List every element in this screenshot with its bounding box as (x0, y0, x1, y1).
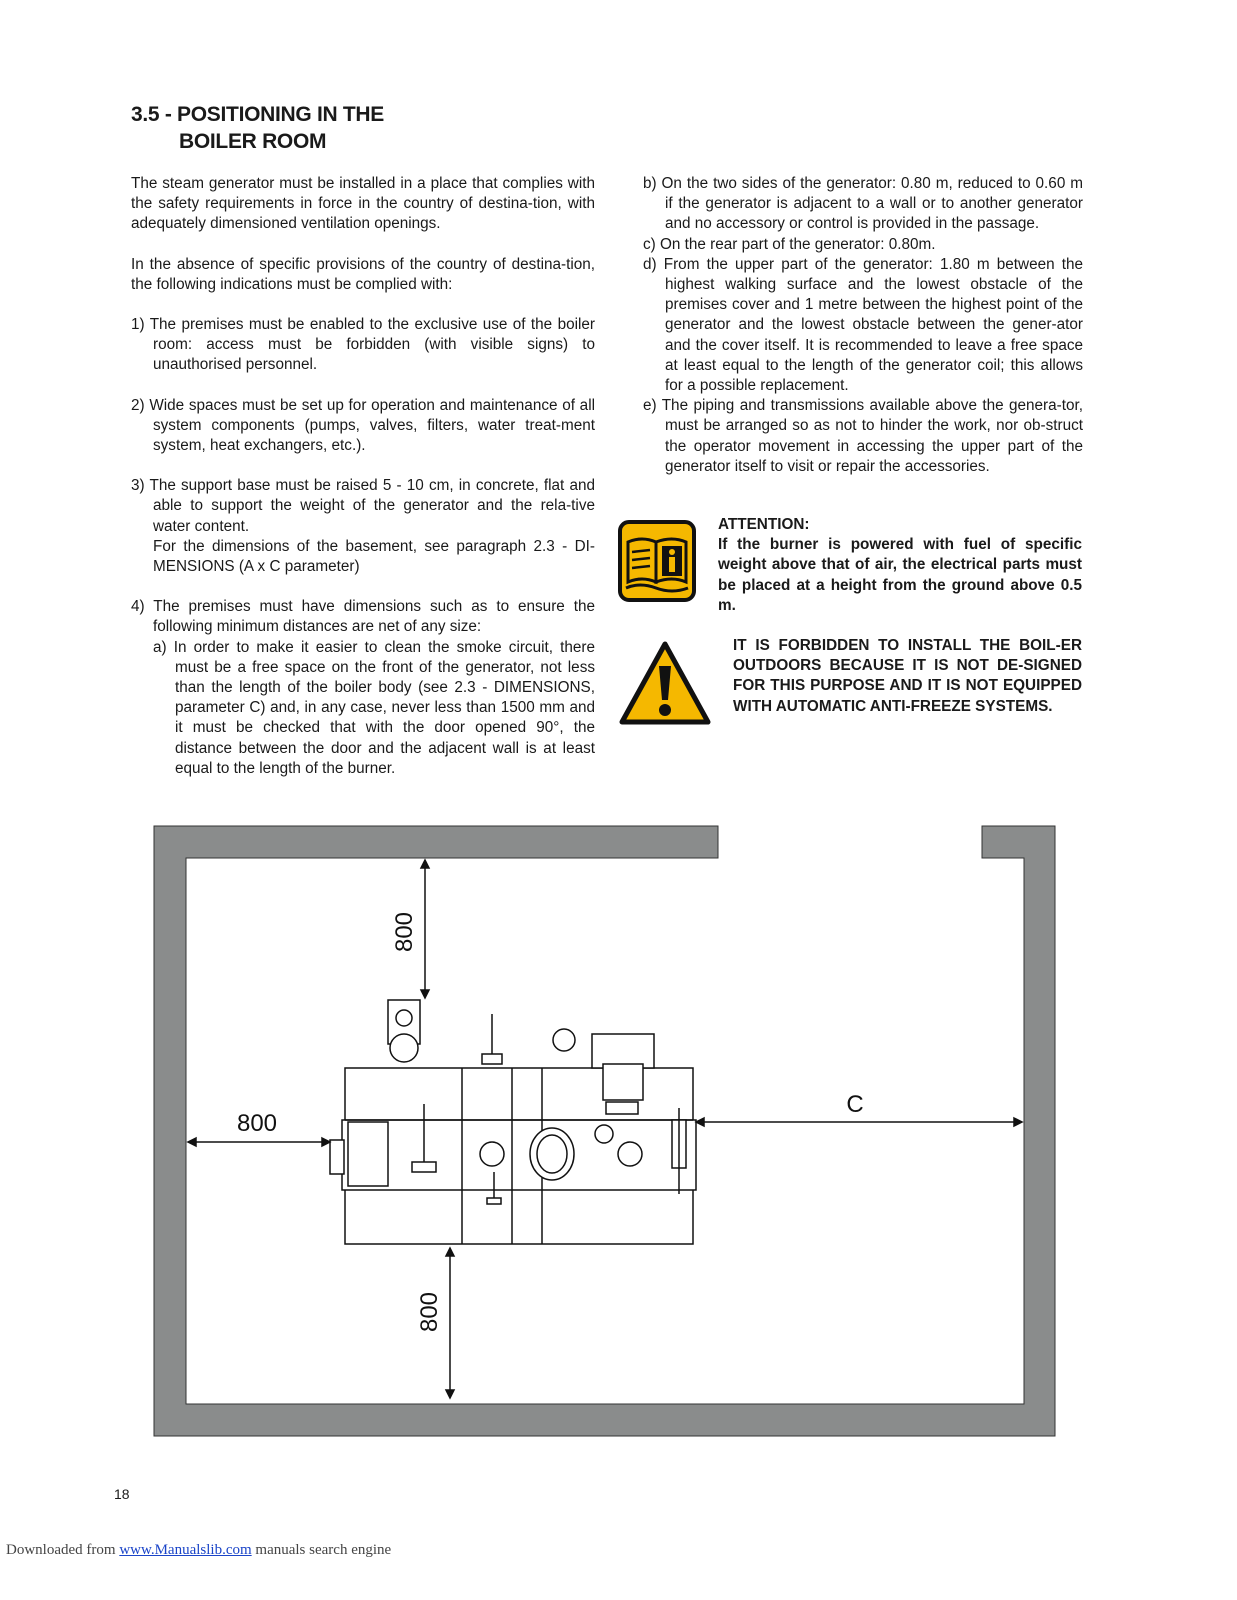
dimension-top-label: 800 (391, 911, 418, 953)
list-item-4e: e) The piping and transmissions available above the genera-tor, must be arranged so as not to hinder the work, nor ob-struct the operator movement in accessing the upper part of the generator itself to visit or repair the accessories. (643, 397, 1083, 475)
footer-suffix: manuals search engine (255, 1542, 392, 1558)
dimension-bottom-label: 800 (416, 1291, 443, 1333)
warning-triangle-icon (618, 640, 712, 726)
list-item-3-note: For the dimensions of the basement, see paragraph 2.3 - DI-MENSIONS (A x C parameter) (153, 537, 595, 576)
attention-text: If the burner is powered with fuel of specific weight above that of air, the electrical parts must be placed at a height from the ground above 0.5 m. (718, 536, 1082, 614)
dimension-front-label: C (846, 1091, 864, 1118)
list-item-4d: d) From the upper part of the generator: 1.80 m between the highest walking surface and the lowest obstacle of the premises cover and 1 metre between the highest point of the generator and the lowest obstacle between the gener-ator and the cover itself. It is recommended to leave a free space at least equal to the length of the generator coil; this allows for a possible replacement. (643, 255, 1083, 395)
intro-paragraph: The steam generator must be installed in a place that complies with the safety requirements in force in the country of destina-tion, with adequately dimensioned ventilation openings. (131, 175, 595, 233)
download-footer (6, 1542, 391, 1559)
page-number: 18 (114, 1486, 130, 1502)
attention-title: ATTENTION: (718, 516, 810, 533)
attention-notice (718, 515, 1082, 616)
forbidden-notice: IT IS FORBIDDEN TO INSTALL THE BOIL-ER OUTDOORS BECAUSE IT IS NOT DE-SIGNED FOR THIS PURPOSE AND IT IS NOT EQUIPPED WITH AUTOMATIC ANTI-FREEZE SYSTEMS. (733, 637, 1082, 715)
dimension-left-label: 800 (236, 1110, 278, 1137)
steam-generator (330, 1000, 696, 1244)
read-manual-icon (618, 520, 696, 602)
right-column (643, 174, 1083, 477)
absence-paragraph: In the absence of specific provisions of the country of destina-tion, the following indications must be complied with: (131, 255, 595, 293)
footer-prefix: Downloaded from (6, 1542, 116, 1558)
section-title-line1: 3.5 - POSITIONING IN THE (131, 103, 385, 126)
list-item-4a: a) In order to make it easier to clean the smoke circuit, there must be a free space on the front of the generator, not less than the length of the boiler body (see 2.3 - DIMENSIONS, parameter C) and, in any case, never less than 1500 mm and it must be checked that with the door opened 90°, the distance between the door and the adjacent wall is at least equal to the length of the burner. (153, 638, 595, 777)
left-column (131, 174, 595, 779)
list-item-4c: c) On the rear part of the generator: 0.80m. (643, 235, 936, 253)
list-item-2: 2) Wide spaces must be set up for operation and maintenance of all system components (pumps, valves, filters, water treat-ment system, heat exchangers, etc.). (131, 396, 595, 455)
list-item-1: 1) The premises must be enabled to the exclusive use of the boiler room: access must be forbidden (with visible signs) to unauthorised personnel. (131, 316, 595, 374)
section-heading (131, 101, 384, 155)
list-item-3: 3) The support base must be raised 5 - 10 cm, in concrete, flat and able to support the weight of the generator and the rela-tive water content. (131, 477, 595, 535)
list-item-4b: b) On the two sides of the generator: 0.80 m, reduced to 0.60 m if the generator is adjacent to a wall or to another generator and no accessory or control is provided in the passage. (643, 175, 1083, 233)
boiler-room-diagram (152, 824, 1057, 1438)
section-title-line2: BOILER ROOM (179, 130, 327, 153)
list-item-4: 4) The premises must have dimensions such as to ensure the following minimum distances are net of any size: (131, 598, 595, 636)
manualslib-link[interactable]: www.Manualslib.com (119, 1542, 252, 1558)
